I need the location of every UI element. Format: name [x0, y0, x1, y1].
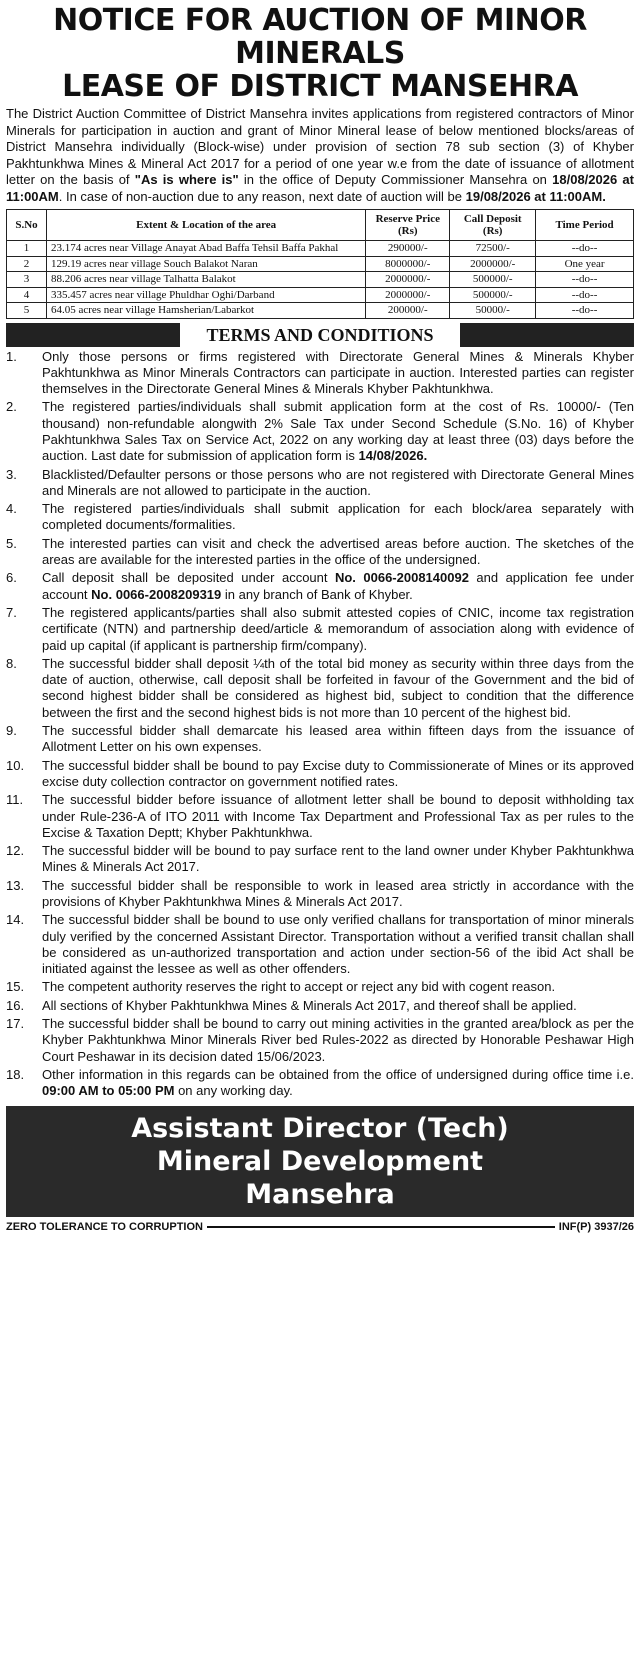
term-number: 5.: [6, 535, 17, 551]
term-number: 7.: [6, 604, 17, 620]
term-item: [6, 1016, 634, 1065]
term-item: [6, 843, 634, 876]
term-item: [6, 605, 634, 654]
term-text: [42, 998, 634, 1014]
footer-rule: [207, 1226, 555, 1228]
term-item: [6, 1067, 634, 1100]
term-text-part: Blacklisted/Defaulter persons or those persons who are not registered with Directorate General Mines and Minerals are not allowed to participate in the auction.: [42, 466, 634, 498]
term-item: [6, 501, 634, 534]
intro-bold-1: "As is where is": [134, 172, 239, 187]
table-row: [7, 303, 634, 319]
signature-block: [6, 1106, 634, 1217]
cell-area: 129.19 acres near village Souch Balakot Naran: [46, 256, 365, 272]
term-number: 14.: [6, 912, 25, 928]
cell-time-period: --do--: [536, 303, 634, 319]
term-text: [42, 723, 634, 756]
cell-area: 335.457 acres near village Phuldhar Oghi/Darband: [46, 287, 365, 303]
term-item: [6, 979, 634, 995]
signature-department: Mineral Development: [156, 1145, 484, 1177]
term-text: [42, 758, 634, 791]
cell-area: 64.05 acres near village Hamsherian/Labarkot: [46, 303, 365, 319]
cell-call-deposit: 500000/-: [450, 272, 536, 288]
cell-time-period: --do--: [536, 241, 634, 257]
term-text: [42, 843, 634, 876]
footer-reference: INF(P) 3937/26: [558, 1220, 634, 1233]
term-text-part: in any branch of Bank of Khyber.: [221, 586, 413, 602]
term-item: [6, 349, 634, 398]
term-number: 12.: [6, 843, 25, 859]
term-number: 4.: [6, 501, 17, 517]
cell-call-deposit: 50000/-: [450, 303, 536, 319]
term-text: [42, 656, 634, 721]
terms-list: [6, 349, 634, 1100]
term-text: [42, 1016, 634, 1065]
table-row: [7, 287, 634, 303]
term-text: [42, 878, 634, 911]
term-text: [42, 1067, 634, 1100]
term-number: 1.: [6, 348, 17, 364]
term-text: [42, 912, 634, 977]
cell-reserve-price: 200000/-: [366, 303, 450, 319]
cell-area: 88.206 acres near village Talhatta Balakot: [46, 272, 365, 288]
term-text-part: The successful bidder before issuance of allotment letter shall be bound to deposit withholding tax under Rule-236-A of ITO 2011 with Income Tax Department and Professional Tax as per rules to the Excise & Taxation Deptt; Khyber Pakhtunkhwa.: [42, 792, 634, 840]
cell-call-deposit: 72500/-: [450, 241, 536, 257]
term-text: [42, 536, 634, 569]
term-item: [6, 758, 634, 791]
term-text-part: Other information in this regards can be obtained from the office of undersigned during office time i.e.: [42, 1066, 634, 1082]
term-number: 10.: [6, 757, 25, 773]
intro-text-1: The District Auction Committee of District Mansehra invites applications from registered contractors of Minor Minerals for participation in auction and grant of Minor Mineral lease of below mentioned blocks/areas of District Mansehra individually (Block-wise) under provision of section 78 sub section (3) of Khyber Pakhtunkhwa Mines & Mineral Act 2017 for a period of one year w.e from the date of issuance of allotment letter on the basis of: [6, 106, 634, 187]
term-text-part: The successful bidder shall be bound to carry out mining activities in the granted area/block as per the Khyber Pakhtunkhwa Minor Minerals River bed Rules-2022 as directed by Honorable Peshawar High Court Peshawar in its decision dated 15/06/2023.: [42, 1016, 634, 1064]
cell-area: 23.174 acres near Village Anayat Abad Baffa Tehsil Baffa Pakhal: [46, 241, 365, 257]
terms-title: TERMS AND CONDITIONS: [180, 323, 459, 347]
cell-sno: 4: [7, 287, 47, 303]
intro-next-auction-date: 19/08/2026 at 11:00AM.: [465, 188, 606, 204]
term-text-part: The successful bidder shall be bound to use only verified challans for transportation of minor minerals duly verified by the concerned Assistant Director. Transportation without a verified transit challan shall be considered as un-authorized transportation and action under section-56 of the ibid Act shall be initiated against the lessee as well as other offenders.: [42, 912, 634, 977]
cell-reserve-price: 290000/-: [366, 241, 450, 257]
intro-paragraph: [0, 103, 640, 205]
term-text-part: Only those persons or firms registered with Directorate General Mines & Minerals Khyber Pakhtunkhwa as Minor Minerals Contractors can participate in auction. Interested parties can register themselves in the Directorate General Mines & Minerals Khyber Pakhtunkhwa.: [42, 348, 634, 397]
header-area: Extent & Location of the area: [46, 210, 365, 241]
term-text-part: The registered parties/individuals shall submit application for each block/area separately with completed documents/formalities.: [42, 501, 634, 533]
term-text-bold: 14/08/2026.: [358, 448, 428, 464]
signature-location: Mansehra: [245, 1178, 395, 1210]
term-number: 8.: [6, 655, 17, 671]
term-text-bold: 09:00 AM to 05:00 PM: [42, 1083, 175, 1099]
term-text-part: The successful bidder shall demarcate his leased area within fifteen days from the issuance of Allotment Letter on his own expenses.: [42, 723, 634, 755]
term-text-part: The competent authority reserves the right to accept or reject any bid with cogent reason.: [42, 979, 556, 995]
term-text: [42, 605, 634, 654]
footer-slogan: ZERO TOLERANCE TO CORRUPTION: [6, 1220, 203, 1233]
term-number: 15.: [6, 979, 25, 995]
term-text-part: The successful bidder shall be bound to pay Excise duty to Commissionerate of Mines or its approved excise duty collection contractor on government notified rates.: [42, 757, 634, 789]
term-text-part: The successful bidder shall be responsible to work in leased area strictly in accordance with the provisions of Khyber Pakhtunkhwa Mines & Minerals Act 2017.: [42, 877, 634, 909]
term-number: 18.: [6, 1066, 25, 1082]
cell-reserve-price: 2000000/-: [366, 287, 450, 303]
cell-sno: 1: [7, 241, 47, 257]
term-item: [6, 998, 634, 1014]
cell-call-deposit: 2000000/-: [450, 256, 536, 272]
term-number: 2.: [6, 399, 17, 415]
cell-sno: 5: [7, 303, 47, 319]
term-text: [42, 792, 634, 841]
footer: [6, 1217, 634, 1237]
table-row: [7, 241, 634, 257]
cell-reserve-price: 2000000/-: [366, 272, 450, 288]
term-text-bold: No. 0066-2008209319: [91, 586, 222, 602]
notice-title: [0, 0, 640, 103]
term-number: 16.: [6, 997, 25, 1013]
cell-reserve-price: 8000000/-: [366, 256, 450, 272]
title-line-2: LEASE OF DISTRICT MANSEHRA: [62, 69, 578, 104]
term-item: [6, 570, 634, 603]
term-text: [42, 570, 634, 603]
term-item: [6, 467, 634, 500]
term-number: 13.: [6, 877, 25, 893]
term-text: [42, 501, 634, 534]
term-text: [42, 979, 634, 995]
cell-call-deposit: 500000/-: [450, 287, 536, 303]
term-text-part: The interested parties can visit and check the advertised areas before auction. The sketches of the areas are available for the interested parties in the office of the undersigned.: [42, 535, 634, 568]
term-item: [6, 536, 634, 569]
term-text-part: on any working day.: [174, 1083, 293, 1099]
term-text-part: All sections of Khyber Pakhtunkhwa Mines & Minerals Act 2017, and thereof shall be applied.: [42, 997, 577, 1013]
term-number: 3.: [6, 466, 17, 482]
table-header-row: [7, 210, 634, 241]
cell-sno: 2: [7, 256, 47, 272]
intro-text-2: in the office of Deputy Commissioner Mansehra on: [238, 172, 553, 187]
header-time-period: Time Period: [536, 210, 634, 241]
term-item: [6, 878, 634, 911]
term-number: 11.: [6, 792, 24, 808]
term-text: [42, 349, 634, 398]
cell-sno: 3: [7, 272, 47, 288]
cell-time-period: --do--: [536, 287, 634, 303]
term-text-part: The successful bidder will be bound to pay surface rent to the land owner under Khyber Pakhtunkhwa Mines & Minerals Act 2017.: [42, 843, 634, 875]
terms-banner: [6, 323, 634, 347]
term-number: 6.: [6, 570, 17, 586]
term-number: 9.: [6, 723, 17, 739]
term-text: [42, 399, 634, 464]
table-row: [7, 272, 634, 288]
term-text-bold: No. 0066-2008140092: [334, 570, 469, 586]
title-line-1: NOTICE FOR AUCTION OF MINOR MINERALS: [53, 3, 587, 71]
table-row: [7, 256, 634, 272]
term-item: [6, 723, 634, 756]
term-number: 17.: [6, 1016, 25, 1032]
header-call-deposit: Call Deposit (Rs): [450, 210, 536, 241]
intro-auction-date: 18/08/2026 at 11:00AM: [6, 172, 634, 204]
term-text-part: Call deposit shall be deposited under account: [42, 570, 335, 586]
header-reserve-price: Reserve Price (Rs): [366, 210, 450, 241]
cell-time-period: --do--: [536, 272, 634, 288]
term-text: [42, 467, 634, 500]
term-item: [6, 399, 634, 464]
term-text-part: The registered parties/individuals shall submit application form at the cost of Rs. 10000/- (Ten thousand) non-refundable alongwith 2% Sale Tax under Second Schedule (S.No. 16) of Khyber Pakhtunkhwa Sales Tax on Service Act, 2022 on any working day at least three (03) days before the auction. Last date for submission of application form is: [42, 399, 634, 464]
blocks-table: [6, 209, 634, 319]
signature-title: Assistant Director (Tech): [131, 1112, 509, 1144]
term-item: [6, 912, 634, 977]
term-item: [6, 792, 634, 841]
table-body: [7, 241, 634, 319]
intro-text-3: . In case of non-auction due to any reason, next date of auction will be: [58, 188, 466, 204]
cell-time-period: One year: [536, 256, 634, 272]
term-text-part: The successful bidder shall deposit ¼th of the total bid money as security within three days from the date of auction, otherwise, call deposit shall be forfeited in favour of the Government and the bid of second highest bidder shall be considered as highest bid, subject to condition that the difference between the first and the second highest bids is not more than 10 percent of the highest bid.: [42, 655, 634, 720]
term-text-part: and application fee under account: [42, 570, 634, 602]
term-text-part: The registered applicants/parties shall also submit attested copies of CNIC, income tax registration certificate (NTN) and partnership deed/article & memorandum of association along with evidence of paid up capital (if applicant is partnership firm/company).: [42, 604, 634, 653]
header-sno: S.No: [7, 210, 47, 241]
term-item: [6, 656, 634, 721]
